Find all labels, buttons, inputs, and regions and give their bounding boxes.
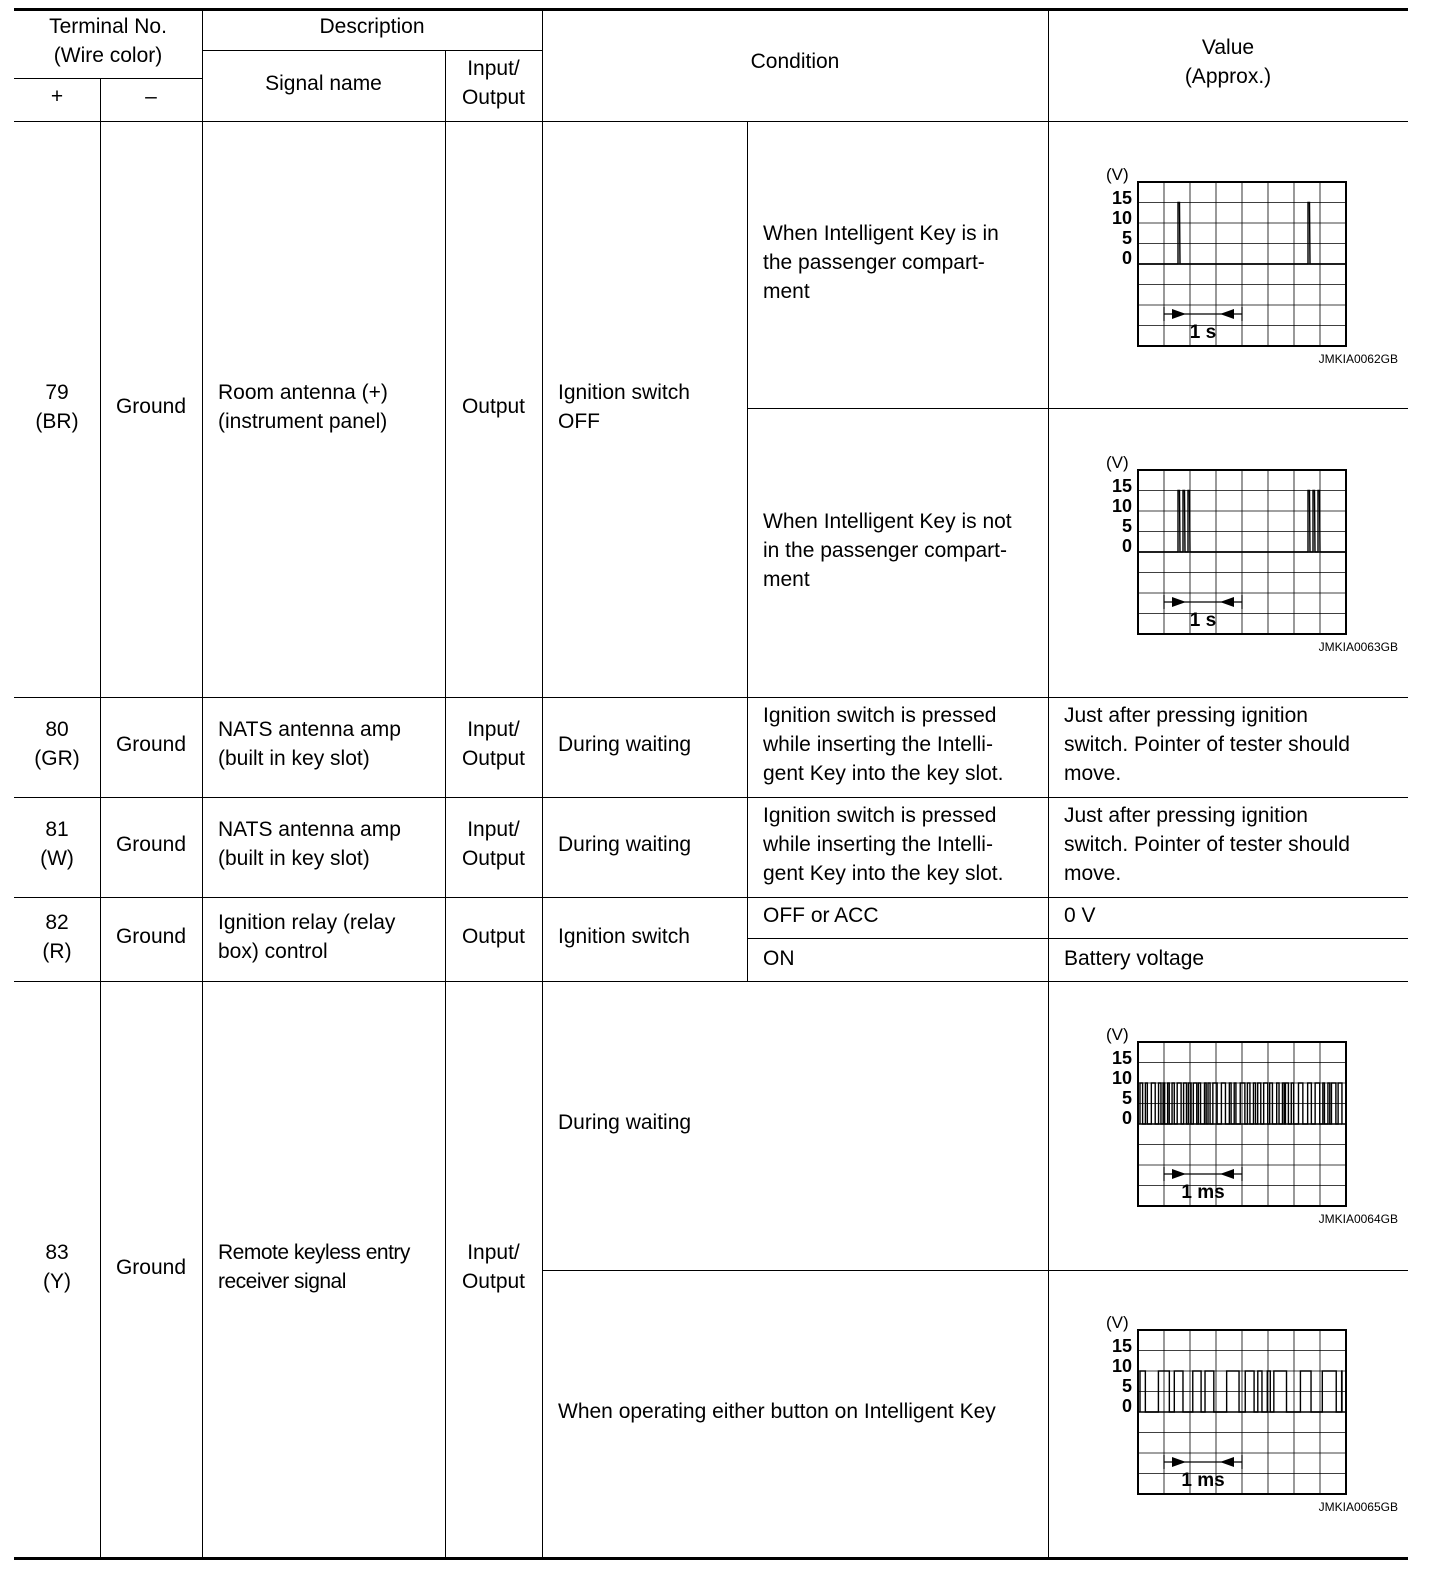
io-80: Input/ Output xyxy=(461,718,526,770)
row-divider xyxy=(14,897,1408,898)
condition-79-key-in: When Intelligent Key is in the passenger compart- ment xyxy=(763,222,999,303)
io-81: Input/ Output xyxy=(461,818,526,870)
signal-83: Remote keyless entry receiver signal xyxy=(218,1241,410,1293)
table-bottom-border xyxy=(14,1557,1408,1560)
col-divider xyxy=(202,8,203,1557)
y-tick-label: 5 xyxy=(1121,1376,1132,1396)
header-divider xyxy=(202,50,542,51)
y-unit-label: (V) xyxy=(1106,453,1129,472)
y-tick-label: 10 xyxy=(1111,496,1132,516)
terminal-table xyxy=(14,8,1408,1584)
waveform-scope-2 xyxy=(1084,450,1344,650)
row-divider xyxy=(14,797,1408,798)
header-condition: Condition xyxy=(750,50,840,73)
time-arrow xyxy=(1220,309,1234,319)
y-tick-label: 15 xyxy=(1111,476,1132,496)
time-arrow xyxy=(1172,309,1186,319)
time-arrow xyxy=(1220,597,1234,607)
terminal-79: 79 (BR) xyxy=(35,381,79,433)
figure-code-1: JMKIA0062GB xyxy=(1318,352,1398,366)
y-tick-label: 0 xyxy=(1121,248,1132,268)
ground-79: Ground xyxy=(115,395,187,418)
y-tick-label: 10 xyxy=(1111,1068,1132,1088)
ground-82: Ground xyxy=(115,925,187,948)
time-arrow xyxy=(1220,1457,1234,1467)
condition-83-waiting: During waiting xyxy=(558,1111,692,1134)
condition-79-key-not-in: When Intelligent Key is not in the passenger compart- ment xyxy=(763,510,1012,591)
io-79: Output xyxy=(461,395,526,418)
condition-82-on: ON xyxy=(763,947,795,970)
value-82-off-acc: 0 V xyxy=(1064,904,1096,927)
terminal-80: 80 (GR) xyxy=(34,718,80,770)
signal-82: Ignition relay (relay box) control xyxy=(218,911,396,963)
header-plus: + xyxy=(50,85,64,108)
row-divider xyxy=(747,408,1408,409)
condition-80-sub: Ignition switch is pressed while inserting the Intelli- gent Key into the key slot. xyxy=(763,704,1004,785)
header-description: Description xyxy=(319,15,425,38)
condition-83-operating: When operating either button on Intelligent Key xyxy=(558,1400,996,1423)
condition-81-sub: Ignition switch is pressed while inserting the Intelli- gent Key into the key slot. xyxy=(763,804,1004,885)
io-82: Output xyxy=(461,925,526,948)
signal-81: NATS antenna amp (built in key slot) xyxy=(218,818,401,870)
y-tick-label: 15 xyxy=(1111,1048,1132,1068)
y-unit-label: (V) xyxy=(1106,1313,1129,1332)
y-tick-label: 10 xyxy=(1111,208,1132,228)
header-terminal-no: Terminal No. (Wire color) xyxy=(49,15,167,67)
header-signal-name: Signal name xyxy=(265,72,382,95)
header-value: Value (Approx.) xyxy=(1184,36,1272,88)
row-divider xyxy=(14,697,1408,698)
ground-81: Ground xyxy=(115,833,187,856)
terminal-81: 81 (W) xyxy=(40,818,74,870)
condition-82-off-acc: OFF or ACC xyxy=(763,904,879,927)
time-label: 1 ms xyxy=(1181,1470,1225,1491)
y-tick-label: 5 xyxy=(1121,1088,1132,1108)
time-arrow xyxy=(1172,1169,1186,1179)
figure-code-4: JMKIA0065GB xyxy=(1318,1500,1398,1514)
time-label: 1 s xyxy=(1189,610,1217,631)
col-divider xyxy=(542,8,543,1557)
time-arrow xyxy=(1172,597,1186,607)
row-divider xyxy=(542,1270,1408,1271)
io-83: Input/ Output xyxy=(461,1241,526,1293)
col-divider xyxy=(445,50,446,1557)
time-label: 1 ms xyxy=(1181,1182,1225,1203)
header-divider xyxy=(14,78,202,79)
waveform-scope-4 xyxy=(1084,1310,1344,1510)
waveform-scope-3 xyxy=(1084,1022,1344,1222)
y-tick-label: 15 xyxy=(1111,188,1132,208)
terminal-82: 82 (R) xyxy=(42,911,72,963)
table-top-border xyxy=(14,8,1408,11)
condition-80: During waiting xyxy=(558,733,692,756)
y-unit-label: (V) xyxy=(1106,165,1129,184)
condition-82: Ignition switch xyxy=(558,925,690,948)
ground-83: Ground xyxy=(115,1256,187,1279)
signal-80: NATS antenna amp (built in key slot) xyxy=(218,718,401,770)
y-tick-label: 0 xyxy=(1121,1108,1132,1128)
header-minus: – xyxy=(145,85,157,108)
time-arrow xyxy=(1220,1169,1234,1179)
y-tick-label: 5 xyxy=(1121,228,1132,248)
row-divider xyxy=(747,938,1408,939)
signal-79: Room antenna (+) (instrument panel) xyxy=(218,381,388,433)
terminal-83: 83 (Y) xyxy=(43,1241,71,1293)
value-80: Just after pressing ignition switch. Pointer of tester should move. xyxy=(1064,704,1350,785)
y-tick-label: 5 xyxy=(1121,516,1132,536)
y-unit-label: (V) xyxy=(1106,1025,1129,1044)
y-tick-label: 10 xyxy=(1111,1356,1132,1376)
time-label: 1 s xyxy=(1189,322,1217,343)
y-tick-label: 15 xyxy=(1111,1336,1132,1356)
header-input-output: Input/ Output xyxy=(461,57,526,109)
value-81: Just after pressing ignition switch. Pointer of tester should move. xyxy=(1064,804,1350,885)
y-tick-label: 0 xyxy=(1121,1396,1132,1416)
ground-80: Ground xyxy=(115,733,187,756)
header-bottom-border xyxy=(14,121,1408,122)
time-arrow xyxy=(1172,1457,1186,1467)
condition-79: Ignition switch OFF xyxy=(558,381,690,433)
condition-81: During waiting xyxy=(558,833,692,856)
figure-code-3: JMKIA0064GB xyxy=(1318,1212,1398,1226)
figure-code-2: JMKIA0063GB xyxy=(1318,640,1398,654)
value-82-on: Battery voltage xyxy=(1064,947,1205,970)
col-divider xyxy=(100,78,101,1557)
waveform-scope-1 xyxy=(1084,162,1344,362)
row-divider xyxy=(14,981,1408,982)
y-tick-label: 0 xyxy=(1121,536,1132,556)
